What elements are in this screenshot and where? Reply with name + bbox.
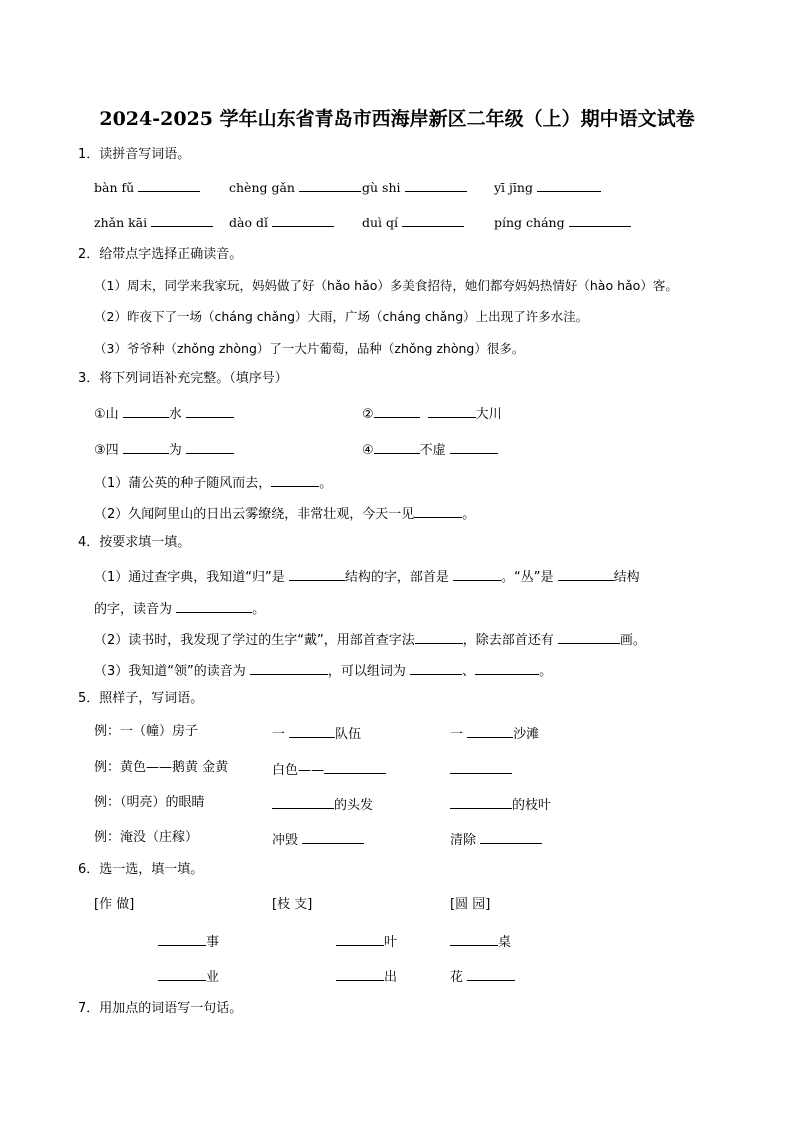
pinyin-item: dào dǐ — [229, 212, 334, 232]
blank[interactable] — [299, 177, 361, 192]
blank[interactable] — [450, 794, 512, 809]
blank[interactable] — [450, 439, 498, 454]
choice-group-3: [圆 园] — [450, 897, 491, 912]
question-5-label: 5．照样子，写词语。 — [78, 691, 204, 706]
blank[interactable] — [186, 439, 234, 454]
blank[interactable] — [302, 829, 364, 844]
word-item: 桌 — [450, 931, 511, 952]
question-6-label: 6．选一选，填一填。 — [78, 862, 204, 877]
question-4-line-3: （2）读书时，我发现了学过的生字“戴”，用部首查字法 ，除去部首还有 画。 — [94, 629, 646, 650]
idiom-1: ①山 水 — [94, 403, 234, 424]
blank[interactable] — [453, 566, 501, 581]
page-title: 2024-2025 学年山东省青岛市西海岸新区二年级（上）期中语文试卷 — [99, 108, 695, 130]
blank[interactable] — [374, 403, 420, 418]
blank[interactable] — [186, 403, 234, 418]
blank[interactable] — [151, 212, 213, 227]
blank[interactable] — [272, 212, 334, 227]
blank[interactable] — [176, 598, 252, 613]
question-3-label: 3．将下列词语补充完整。（填序号） — [78, 371, 288, 386]
word-item: 一 沙滩 — [450, 723, 539, 744]
blank[interactable] — [374, 439, 420, 454]
blank[interactable] — [450, 931, 498, 946]
blank[interactable] — [123, 439, 169, 454]
blank[interactable] — [289, 566, 345, 581]
blank[interactable] — [428, 403, 476, 418]
question-4-label: 4．按要求填一填。 — [78, 535, 191, 550]
idiom-2: ② 大川 — [362, 403, 502, 424]
blank[interactable] — [272, 794, 334, 809]
blank[interactable] — [402, 212, 464, 227]
question-4-line-4: （3）我知道“领”的读音为 ，可以组词为 、 。 — [94, 660, 552, 681]
blank[interactable] — [336, 966, 384, 981]
blank[interactable] — [480, 829, 542, 844]
choice-group-1: [作 做] — [94, 897, 135, 912]
blank[interactable] — [414, 503, 462, 518]
pinyin-item: duì qí — [362, 212, 464, 232]
idiom-4: ④ 不虚 — [362, 439, 498, 460]
blank[interactable] — [138, 177, 200, 192]
pinyin-item: yī jīng — [494, 177, 601, 197]
blank[interactable] — [158, 966, 206, 981]
pinyin-item: chèng gǎn — [229, 177, 361, 197]
blank[interactable] — [467, 966, 515, 981]
blank[interactable] — [558, 629, 620, 644]
word-item: 业 — [158, 966, 219, 987]
blank[interactable] — [336, 931, 384, 946]
blank[interactable] — [158, 931, 206, 946]
blank[interactable] — [123, 403, 169, 418]
pinyin-item: gù shi — [362, 177, 467, 197]
question-2-label: 2．给带点字选择正确读音。 — [78, 247, 243, 262]
example-3: 例：（明亮）的眼睛 — [94, 795, 205, 810]
word-item: 事 — [158, 931, 219, 952]
word-item: 冲毁 — [272, 829, 364, 850]
blank[interactable] — [324, 759, 386, 774]
question-2-sentence-2: （2）昨夜下了一场（cháng chǎng）大雨，广场（cháng chǎng）上出现了许多水洼。 — [94, 309, 589, 324]
pinyin-item: píng cháng — [494, 212, 631, 232]
choice-group-2: [枝 支] — [272, 897, 313, 912]
blank[interactable] — [569, 212, 631, 227]
question-7-label: 7．用加点的词语写一句话。 — [78, 1001, 243, 1016]
question-2-sentence-3: （3）爷爷种（zhǒng zhòng）了一大片葡萄，品种（zhǒng zhòng）很多。 — [94, 341, 525, 356]
idiom-3: ③四 为 — [94, 439, 234, 460]
word-item — [450, 759, 512, 780]
blank[interactable] — [271, 472, 319, 487]
pinyin-item: zhǎn kāi — [94, 212, 213, 232]
blank[interactable] — [289, 723, 335, 738]
example-4: 例：淹没（庄稼） — [94, 830, 199, 845]
question-3-sentence-1: （1）蒲公英的种子随风而去， 。 — [94, 472, 332, 493]
word-item: 的头发 — [272, 794, 373, 815]
blank[interactable] — [467, 723, 513, 738]
word-item: 一 队伍 — [272, 723, 361, 744]
blank[interactable] — [475, 660, 539, 675]
pinyin-item: bàn fǔ — [94, 177, 200, 197]
blank[interactable] — [450, 759, 512, 774]
blank[interactable] — [405, 177, 467, 192]
question-1-label: 1．读拼音写词语。 — [78, 147, 191, 162]
blank[interactable] — [250, 660, 328, 675]
question-4-line-1: （1）通过查字典，我知道“归”是 结构的字，部首是 。“丛”是 结构 — [94, 566, 640, 587]
example-2: 例：黄色——鹅黄 金黄 — [94, 760, 229, 775]
word-item: 花 — [450, 966, 515, 987]
blank[interactable] — [558, 566, 614, 581]
example-1: 例：一（幢）房子 — [94, 724, 199, 739]
word-item: 叶 — [336, 931, 397, 952]
word-item: 清除 — [450, 829, 542, 850]
blank[interactable] — [415, 629, 463, 644]
question-2-sentence-1: （1）周末，同学来我家玩，妈妈做了好（hǎo hǎo）多美食招待，她们都夸妈妈热情好（hào hǎo）客。 — [94, 278, 678, 293]
word-item: 的枝叶 — [450, 794, 551, 815]
question-3-sentence-2: （2）久闻阿里山的日出云雾缭绕，非常壮观，今天一见 。 — [94, 503, 475, 524]
word-item: 白色—— — [272, 759, 386, 780]
blank[interactable] — [537, 177, 601, 192]
blank[interactable] — [410, 660, 462, 675]
word-item: 出 — [336, 966, 397, 987]
question-4-line-2: 的字，读音为 。 — [94, 598, 265, 619]
